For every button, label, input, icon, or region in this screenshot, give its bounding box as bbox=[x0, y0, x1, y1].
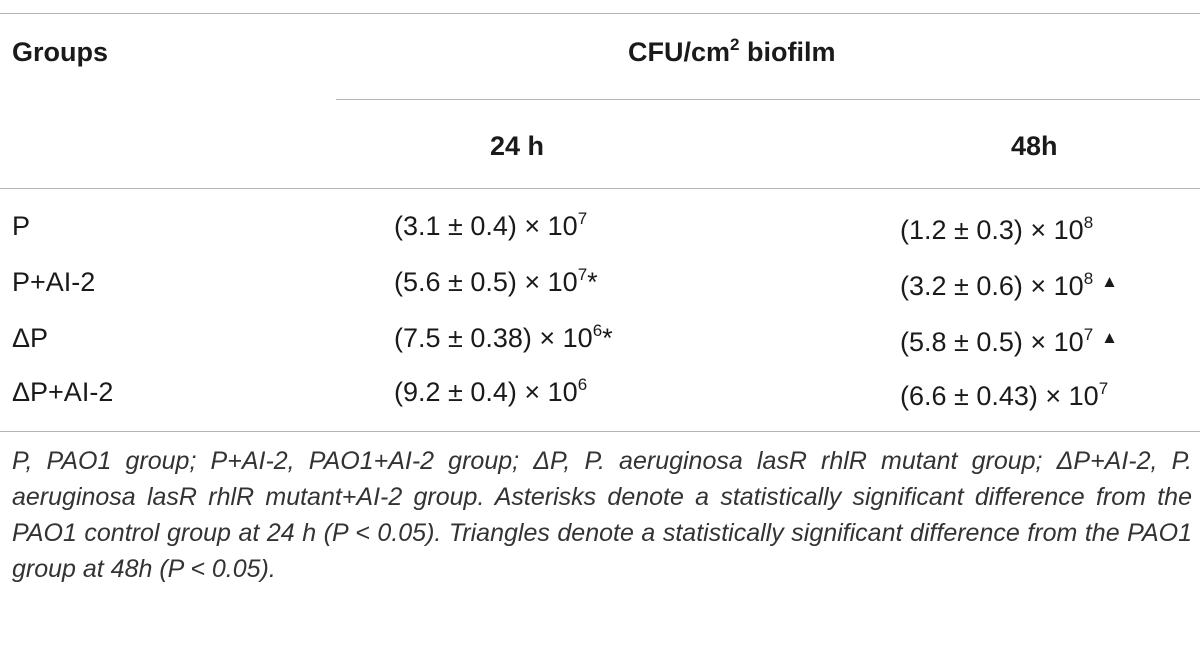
footnote-text: P, PAO1 group; P+AI-2, PAO1+AI-2 group; ΔP, P. aeruginosa lasR rhlR mutant group; ΔP+AI-2, P. aeruginosa lasR rhlR mutant+AI-2 group. Asterisks denote a statistically significant difference from the PAO1 control group at 24 h (P < 0.05). Triangles denote a statistically significant difference from the PAO1 group at 48h (P < 0.05). bbox=[12, 447, 1193, 583]
row-group-label: ΔP+AI-2 bbox=[12, 377, 114, 407]
table-bottom-rule bbox=[0, 431, 1200, 432]
table-footnote bbox=[12, 443, 1192, 587]
row-group-label: P bbox=[12, 211, 31, 241]
row-group-label: P+AI-2 bbox=[12, 267, 96, 297]
row-value-24h: $(7.5 \pm 0.38) \times 10^6*$ bbox=[394, 321, 613, 353]
cfu-header: CFU/$cm^2$ biofilm bbox=[628, 35, 836, 67]
row-value-24h: $(3.1 \pm 0.4) \times 10^7$ bbox=[394, 209, 588, 241]
row-value-24h: $(5.6 \pm 0.5) \times 10^7*$ bbox=[394, 265, 598, 297]
col-48h-header: 48h bbox=[1011, 131, 1058, 161]
header-bottom-rule bbox=[0, 188, 1200, 189]
row-value-24h: $(9.2 \pm 0.4) \times 10^6$ bbox=[394, 375, 588, 407]
triangle-marker-icon: ▲ bbox=[1101, 328, 1118, 347]
groups-header: Groups bbox=[12, 37, 109, 67]
row-value-48h: $(3.2 \pm 0.6) \times 10^8$ ▲ bbox=[900, 269, 1118, 301]
row-value-48h: $(5.8 \pm 0.5) \times 10^7$ ▲ bbox=[900, 325, 1118, 357]
top-rule bbox=[0, 13, 1200, 14]
triangle-marker-icon: ▲ bbox=[1101, 272, 1118, 291]
row-value-48h: $(1.2 \pm 0.3) \times 10^8$ bbox=[900, 213, 1094, 245]
row-value-48h: $(6.6 \pm 0.43) \times 10^7$ bbox=[900, 379, 1109, 411]
subheader-rule bbox=[336, 99, 1200, 100]
row-group-label: ΔP bbox=[12, 323, 49, 353]
col-24h-header: 24 h bbox=[490, 131, 545, 161]
